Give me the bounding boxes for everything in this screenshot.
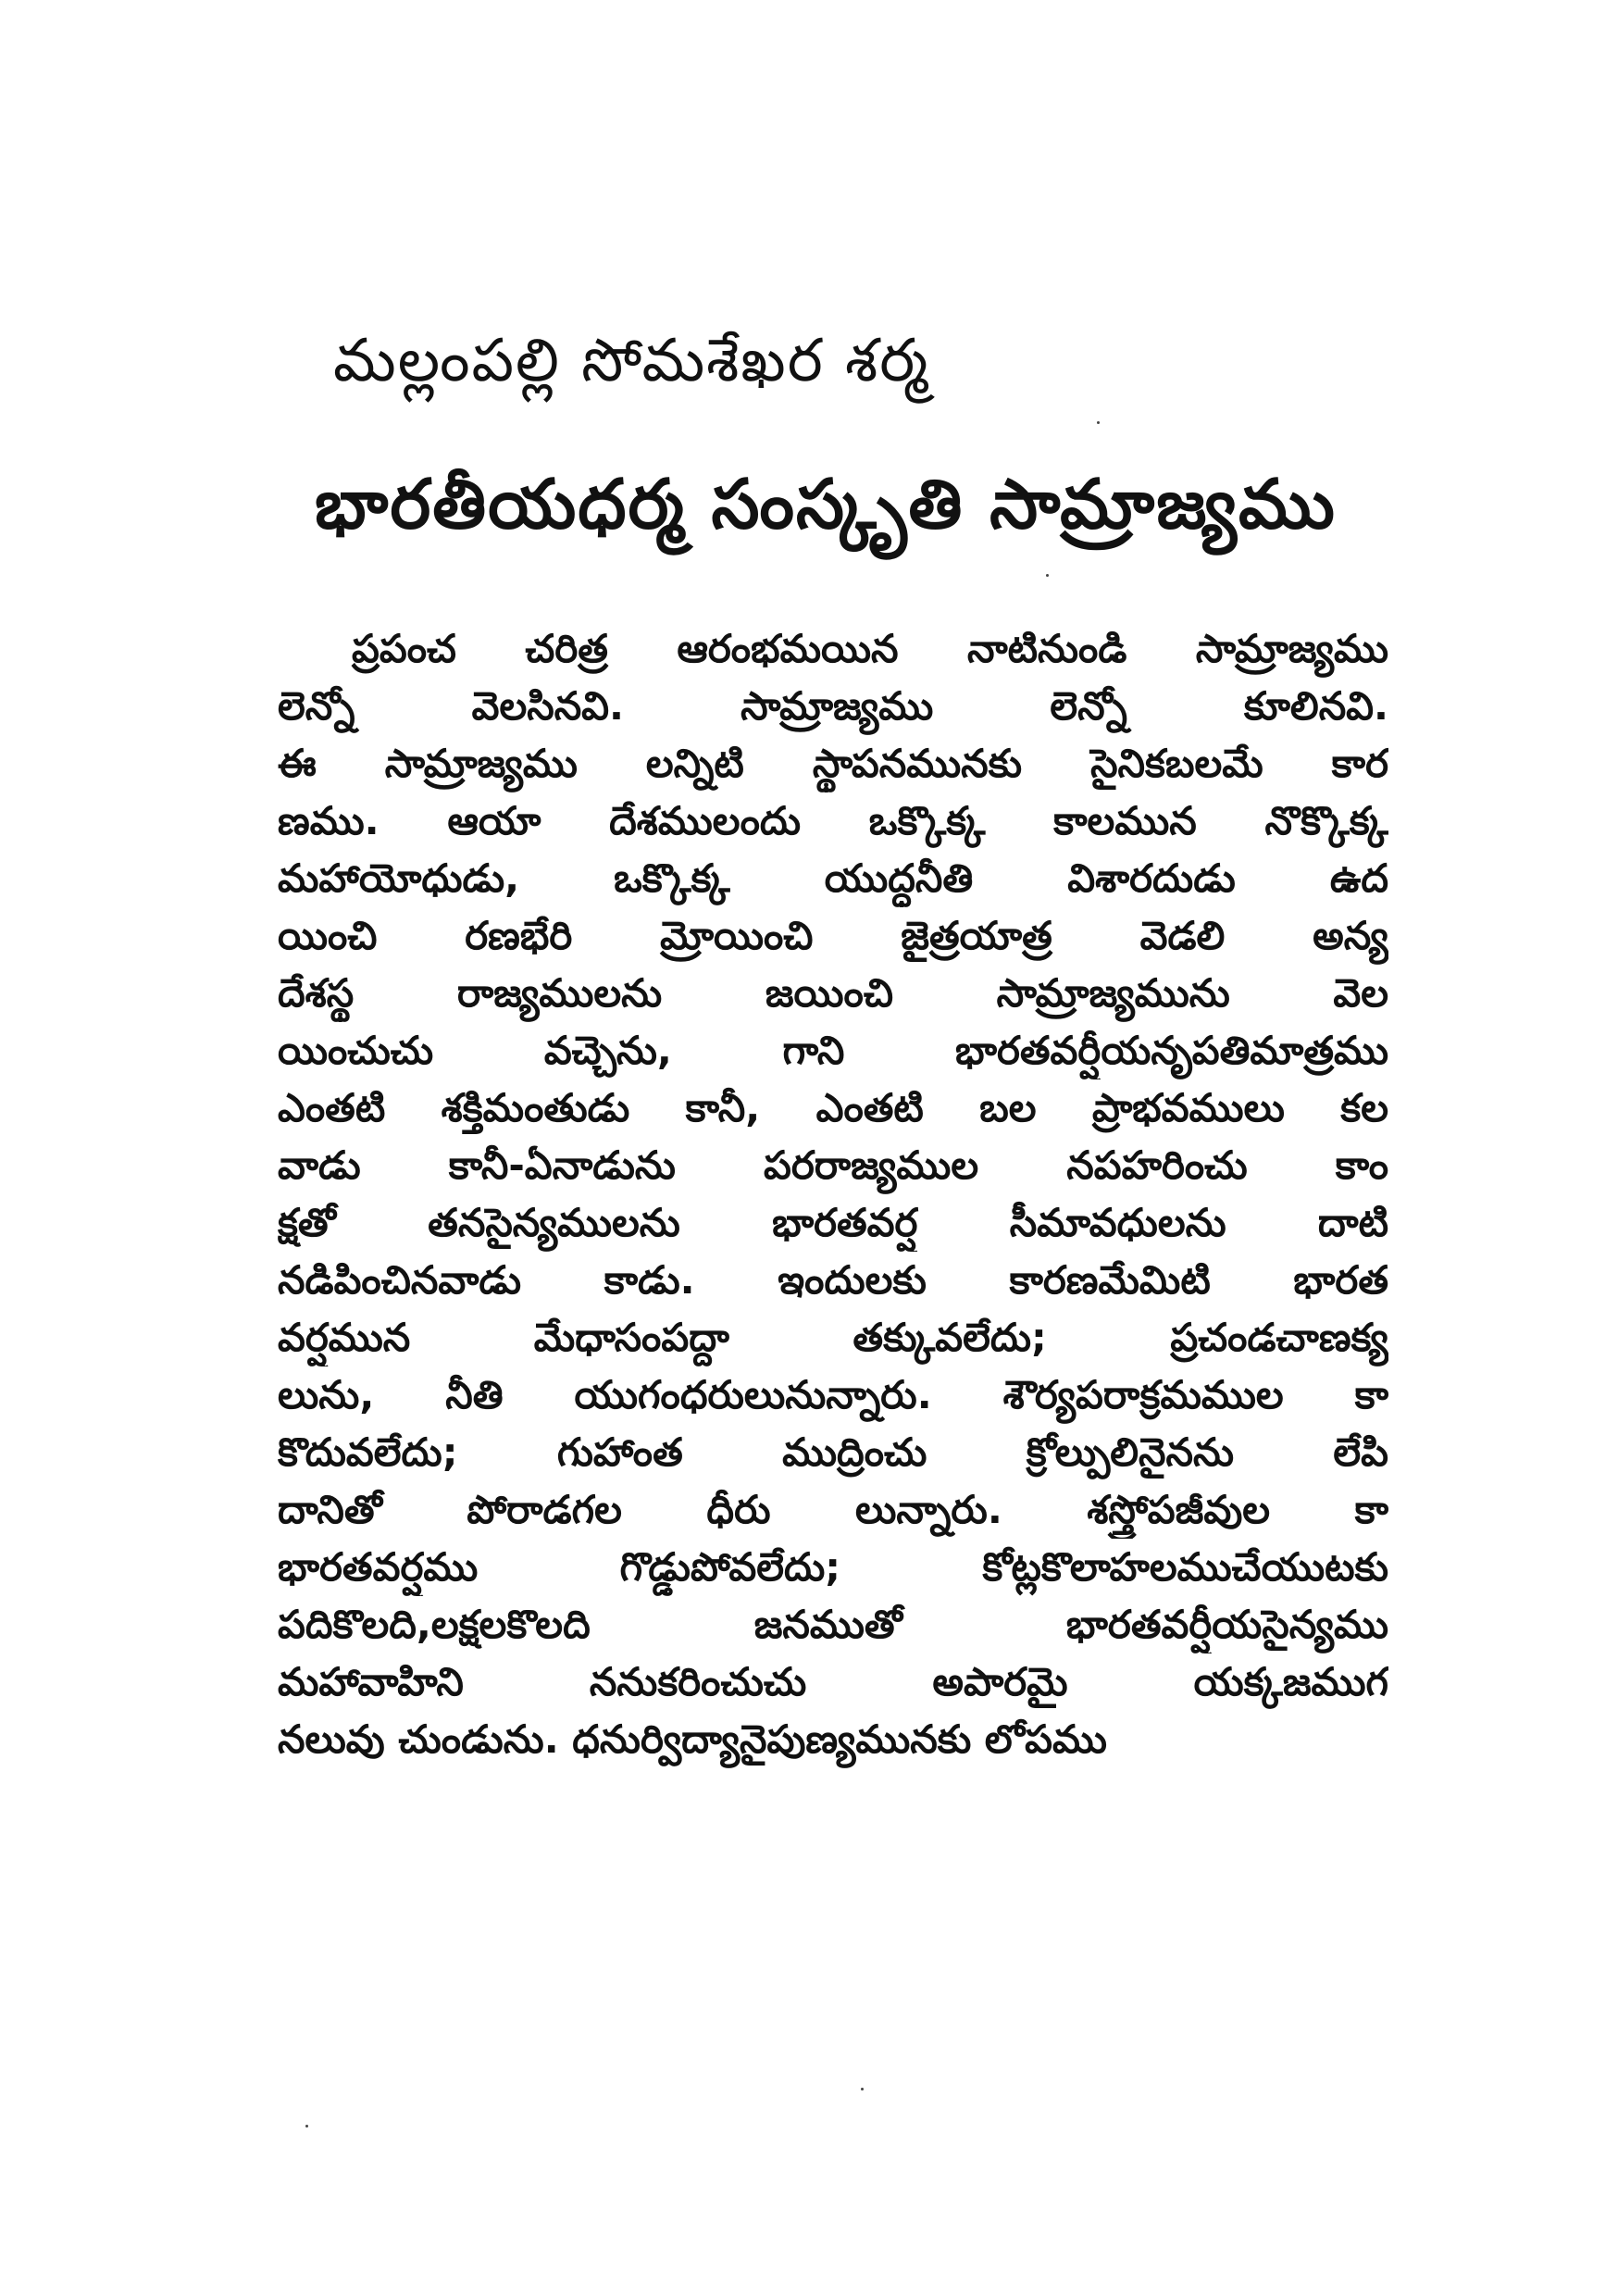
text-line: కొదువలేదు; గుహాంత ముద్రించు క్రోల్పులినైనను లేపి (278, 1429, 1388, 1475)
text-line: యించుచు వచ్చెను, గాని భారతవర్షీయనృపతిమాత్రము (278, 1028, 1388, 1073)
text-line: మహావాహిని ననుకరించుచు అపారమై యక్కజముగ (278, 1659, 1388, 1704)
scan-speck (861, 2088, 864, 2090)
text-line: దేశస్థ రాజ్యములను జయించి సామ్రాజ్యమును వెల (278, 970, 1388, 1016)
text-line: లెన్నో వెలసినవి. సామ్రాజ్యము లెన్నో కూలినవి. (278, 683, 1388, 729)
author-name: మల్లంపల్లి సోమశేఖర శర్మ (333, 327, 930, 395)
text-line: వాడు కానీ-ఏనాడును పరరాజ్యముల నపహరించు కాం (278, 1142, 1388, 1188)
scan-speck (1097, 421, 1100, 424)
text-line: భారతవర్షము గొడ్డుపోవలేదు; కోట్లకొలాహలముచేయుటకు (278, 1544, 1388, 1590)
scan-speck (1046, 574, 1049, 577)
text-line: ప్రపంచ చరిత్ర ఆరంభమయిన నాటినుండి సామ్రాజ్యము (352, 626, 1388, 671)
text-line: మహాయోధుడు, ఒక్కొక్క యుద్ధనీతి విశారదుడు ఉద (278, 855, 1388, 901)
text-line: పదికొలది,లక్షలకొలది జనముతో భారతవర్షీయసైన్యము (278, 1602, 1388, 1647)
body-paragraph (278, 620, 1388, 1768)
text-line: నలువు చుండును. ధనుర్విద్యానైపుణ్యమునకు లోపము (278, 1716, 1107, 1762)
text-line: వర్షమున మేధాసంపద్దా తక్కువలేదు; ప్రచండచాణక్య (278, 1315, 1388, 1360)
text-line: నడిపించినవాడు కాడు. ఇందులకు కారణమేమిటి భారత (278, 1257, 1388, 1303)
text-line: ఎంతటి శక్తిమంతుడు కానీ, ఎంతటి బల ప్రాభవములు కల (278, 1085, 1388, 1130)
text-line: ఈ సామ్రాజ్యము లన్నిటి స్థాపనమునకు సైనికబలమే కార (278, 741, 1388, 786)
document-title: భారతీయధర్మ సంస్కృతి సామ్రాజ్యము (315, 465, 1337, 544)
text-line: ణము. ఆయా దేశములందు ఒక్కొక్క కాలమున నొక్కొక్క (278, 798, 1388, 843)
text-line: యించి రణభేరి మ్రోయించి జైత్రయాత్ర వెడలి అన్య (278, 913, 1388, 958)
text-line: దానితో పోరాడగల ధీరు లున్నారు. శస్త్రోపజీవుల కా (278, 1487, 1388, 1532)
text-line: క్షతో తనసైన్యములను భారతవర్ష సీమావధులను దాటి (278, 1200, 1388, 1245)
scan-speck (305, 2125, 308, 2128)
text-line: లును, నీతి యుగంధరులునున్నారు. శౌర్యపరాక్రమముల కా (278, 1372, 1388, 1417)
